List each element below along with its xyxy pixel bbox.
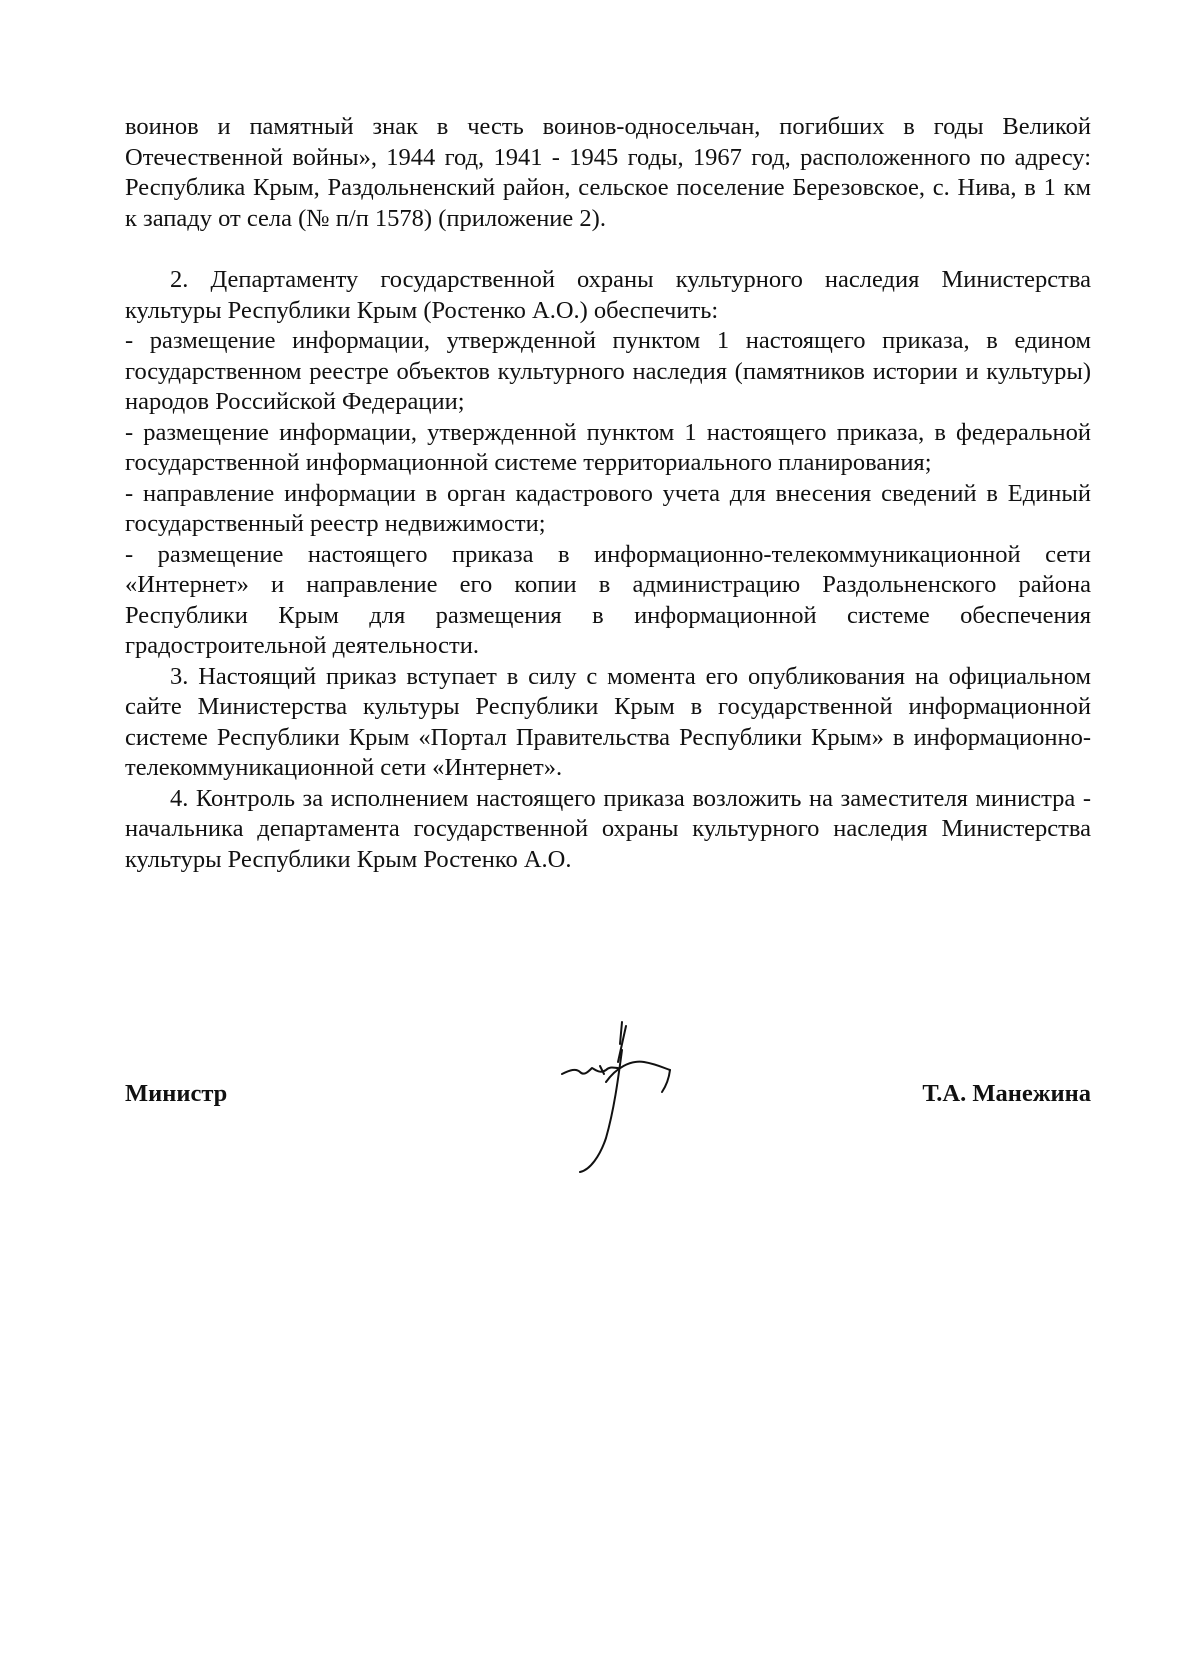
paragraph-bullet-internet: - размещение настоящего приказа в информационно-телекоммуникационной сети «Интернет» и направление его копии в администрацию Раздольненского района Республики Крым для размещения в информационной системе обеспечения градостроительной деятельности. (125, 540, 1091, 659)
paragraph-item-4: 4. Контроль за исполнением настоящего приказа возложить на заместителя министра - начальника департамента государственной охраны культурного наследия Министерства культуры Республики Крым Ростенко А.О. (125, 784, 1091, 873)
paragraph-continuation: воинов и памятный знак в честь воинов-односельчан, погибших в годы Великой Отечественной войны», 1944 год, 1941 - 1945 годы, 1967 год, расположенного по адресу: Республика Крым, Раздольненский район, сельское поселение Березовское, с. Нива, в 1 км к западу от села (№ п/п 1578) (приложение 2). (125, 113, 1091, 232)
paragraph-item-2: 2. Департаменту государственной охраны культурного наследия Министерства культуры Республики Крым (Ростенко А.О.) обеспечить: (125, 266, 1091, 324)
paragraph-bullet-planning-system: - размещение информации, утвержденной пунктом 1 настоящего приказа, в федеральной государственной информационной системе территориального планирования; (125, 418, 1091, 476)
signatory-name: Т.А. Манежина (922, 1080, 1091, 1107)
paragraph-bullet-registry: - размещение информации, утвержденной пунктом 1 настоящего приказа, в едином государственном реестре объектов культурного наследия (памятников истории и культуры) народов Российской Федерации; (125, 327, 1091, 415)
paragraph-item-3: 3. Настоящий приказ вступает в силу с момента его опубликования на официальном сайте Министерства культуры Республики Крым в государственной информационной системе Республики Крым «Портал Правительства Республики Крым» в информационно-телекоммуникационной сети «Интернет». (125, 662, 1091, 781)
signatory-title: Министр (125, 1080, 228, 1107)
document-body (125, 112, 1091, 875)
handwritten-signature (560, 1010, 710, 1180)
paragraph-bullet-cadastre: - направление информации в орган кадастрового учета для внесения сведений в Единый государственный реестр недвижимости; (125, 479, 1091, 537)
